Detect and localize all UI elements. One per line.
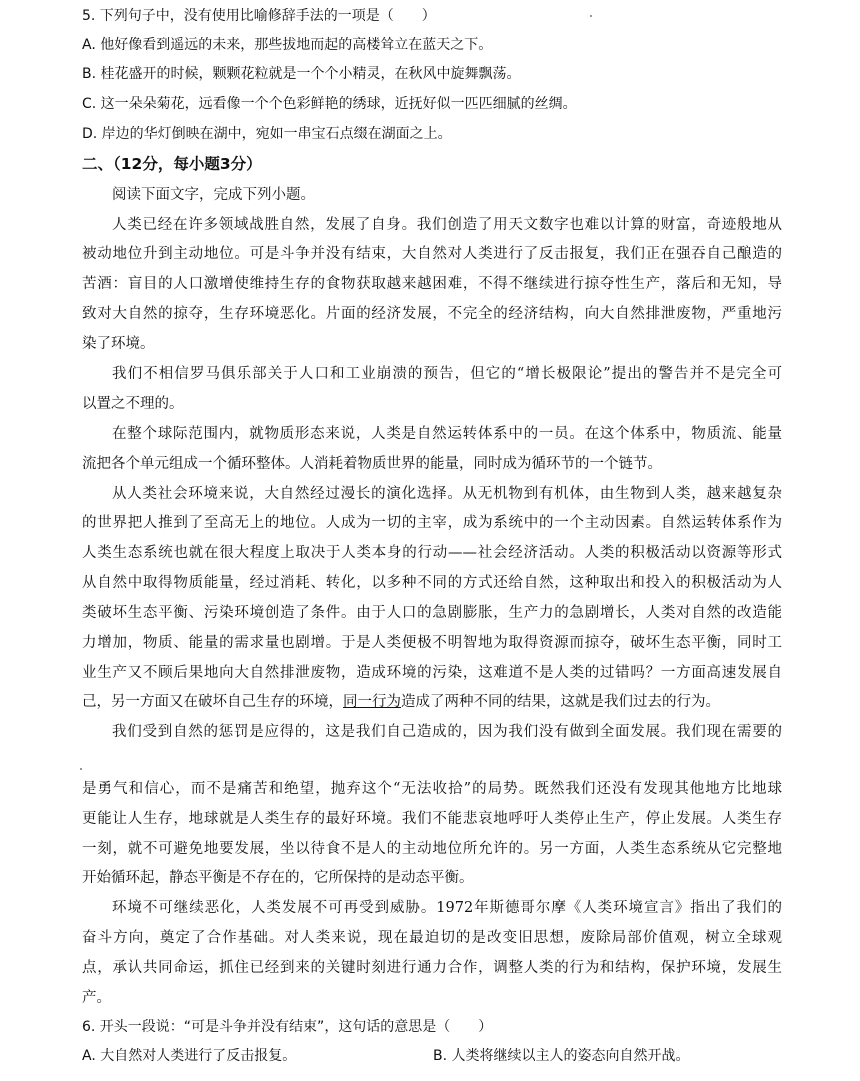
- passage-p5-line5: 开始循环起，静态平衡是不存在的，它所保持的是动态平衡。: [82, 870, 474, 886]
- text-segment: 造成了两种不同的结果，这就是我们过去的行为。: [401, 694, 720, 710]
- passage-p1-line1: 人类已经在许多领域战胜自然，发展了自身。我们创造了用天文数字也难以计算的财富，奇迹般地从: [112, 217, 782, 233]
- question-5-option-c: C. 这一朵朵菊花，远看像一个个色彩鲜艳的绣球，近抚好似一匹匹细腻的丝绸。: [82, 96, 577, 112]
- passage-p3-line2: 流把各个单元组成一个循环整体。人消耗着物质世界的能量，同时成为循环节的一个链节。: [82, 456, 662, 472]
- passage-p1-line2: 被动地位升到主动地位。可是斗争并没有结束，大自然对人类进行了反击报复，我们正在强吞自己酿造的: [82, 246, 782, 262]
- passage-p5-line2: 是勇气和信心，而不是痛苦和绝望，抛弃这个“无法收拾”的局势。既然我们还没有发现其他地方比地球: [82, 781, 782, 797]
- passage-p5-line3: 更能让人生存，地球就是人类生存的最好环境。我们不能悲哀地呼吁人类停止生产，停止发展。人类生存: [82, 811, 782, 827]
- reading-instruction: 阅读下面文字，完成下列小题。: [112, 187, 315, 203]
- passage-p4-line6: 力增加，物质、能量的需求量也剧增。于是人类便极不明智地为取得资源而掠夺，破坏生态平衡，同时工: [82, 635, 782, 651]
- text-segment: 己，另一方面又在破坏自己生存的环境，: [82, 694, 343, 710]
- scan-speck: [590, 15, 592, 17]
- question-6-option-a: A. 大自然对人类进行了反击报复。: [82, 1048, 297, 1064]
- scan-speck: [80, 768, 82, 770]
- passage-p4-line1: 从人类社会环境来说，大自然经过漫长的演化选择。从无机物到有机体，由生物到人类，越来越复杂: [112, 486, 782, 502]
- passage-p4-line7: 业生产又不顾后果地向大自然排泄废物，造成环境的污染，这难道不是人类的过错吗？一方面高速发展自: [82, 665, 782, 681]
- passage-p4-line8: [82, 692, 782, 712]
- question-6-option-b: B. 人类将继续以主人的姿态向自然开战。: [433, 1048, 690, 1064]
- passage-p4-line4: 从自然中取得物质能量，经过消耗、转化，以多种不同的方式还给自然，这种取出和投入的积极活动为人: [82, 575, 782, 591]
- passage-p4-line5: 类破坏生态平衡、污染环境创造了条件。由于人口的急剧膨胀，生产力的急剧增长，人类对自然的改造能: [82, 605, 782, 621]
- passage-p4-line2: 的世界把人推到了至高无上的地位。人成为一切的主宰，成为系统中的一个主动因素。自然运转体系作为: [82, 515, 782, 531]
- question-5-stem: 5. 下列句子中，没有使用比喻修辞手法的一项是（ ）: [82, 8, 436, 24]
- question-5-option-d: D. 岸边的华灯倒映在湖中，宛如一串宝石点缀在湖面之上。: [82, 126, 452, 142]
- passage-p6-line3: 点，承认共同命运，抓住已经到来的关键时刻进行通力合作，调整人类的行为和结构，保护环境，发展生: [82, 960, 782, 976]
- question-6-stem: 6. 开头一段说：“可是斗争并没有结束”，这句话的意思是（ ）: [82, 1019, 493, 1035]
- question-5-option-b: B. 桂花盛开的时候，颗颗花粒就是一个个小精灵，在秋风中旋舞飘荡。: [82, 66, 521, 82]
- section-heading: 二、（12分，每小题3分）: [82, 155, 262, 173]
- passage-p1-line4: 致对大自然的掠夺，生存环境恶化。片面的经济发展，不完全的经济结构，向大自然排泄废物，严重地污: [82, 306, 782, 322]
- passage-p5-line4: 一刻，就不可避免地要发展，坐以待食不是人的主动地位所允许的。另一方面，人类生态系统从它完整地: [82, 841, 782, 857]
- passage-p4-line3: 人类生态系统也就在很大程度上取决于人类本身的行动——社会经济活动。人类的积极活动以资源等形式: [82, 545, 782, 561]
- passage-p6-line4: 产。: [82, 990, 111, 1006]
- passage-p3-line1: 在整个球际范围内，就物质形态来说，人类是自然运转体系中的一员。在这个体系中，物质流、能量: [112, 426, 782, 442]
- passage-p6-line1: 环境不可继续恶化，人类发展不可再受到威胁。1972年斯德哥尔摩《人类环境宣言》指出了我们的: [112, 900, 782, 916]
- passage-p5-line1: 我们受到自然的惩罚是应得的，这是我们自己造成的，因为我们没有做到全面发展。我们现在需要的: [112, 724, 782, 740]
- passage-p2-line2: 以置之不理的。: [82, 396, 184, 412]
- passage-p1-line3: 苦酒：盲目的人口激增使维持生存的食物获取越来越困难，不得不继续进行掠夺性生产，落后和无知，导: [82, 276, 782, 292]
- question-5-option-a: A. 他好像看到遥远的未来，那些拔地而起的高楼耸立在蓝天之下。: [82, 37, 493, 53]
- passage-p6-line2: 奋斗方向，奠定了合作基础。对人类来说，现在最迫切的是改变旧思想，废除局部价值观，树立全球观: [82, 930, 782, 946]
- passage-p2-line1: 我们不相信罗马俱乐部关于人口和工业崩溃的预告，但它的“增长极限论”提出的警告并不是完全可: [112, 366, 782, 382]
- passage-p1-line5: 染了环境。: [82, 336, 155, 352]
- underlined-phrase: 同一行为: [343, 694, 401, 710]
